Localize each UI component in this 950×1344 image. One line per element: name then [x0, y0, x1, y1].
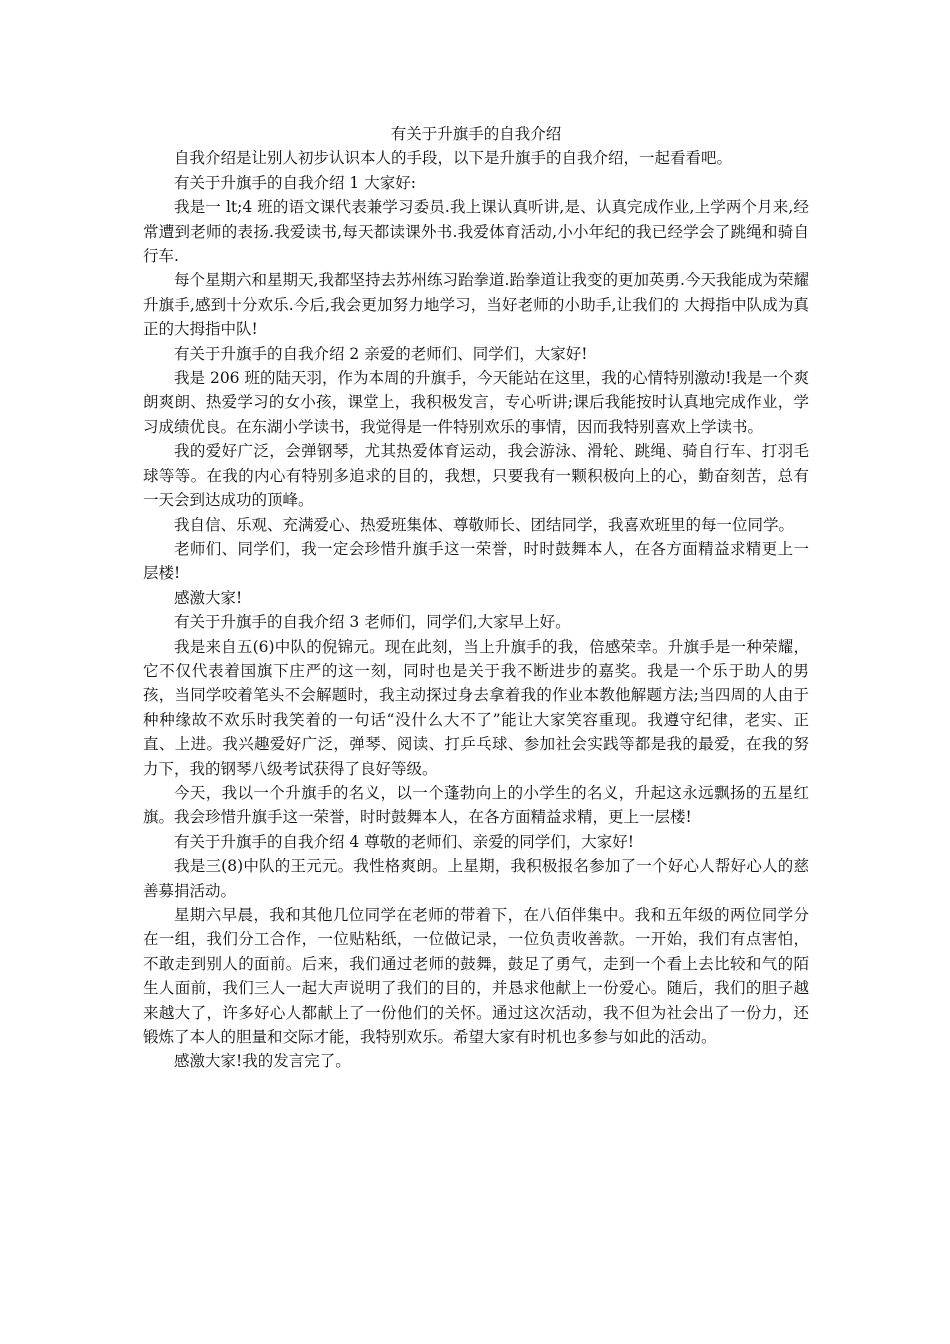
paragraph: 我是 206 班的陆天羽，作为本周的升旗手，今天能站在这里，我的心情特别激动!我是一个爽朗爽朗、热爱学习的女小孩，课堂上，我积极发言，专心听讲;课后我能按时认真地完成作业，学习成绩优良。在东湖小学读书，我觉得是一件特别欢乐的事情，因而我特别喜欢上学读书。 [143, 369, 809, 436]
paragraph: 老师们、同学们，我一定会珍惜升旗手这一荣誉，时时鼓舞本人，在各方面精益求精更上一层楼! [143, 539, 809, 583]
paragraph-intro: 自我介绍是让别人初步认识本人的手段，以下是升旗手的自我介绍，一起看看吧。 [174, 149, 733, 168]
paragraph: 每个星期六和星期天,我都坚持去苏州练习跆拳道.跆拳道让我变的更加英勇.今天我能成为荣耀升旗手,感到十分欢乐.今后,我会更加努力地学习，当好老师的小助手,让我们的 大拇指中队成为真正的大拇指中队! [143, 271, 809, 339]
paragraph: 我是一 lt;4 班的语文课代表兼学习委员.我上课认真听讲,是、认真完成作业,上学两个月来,经常遭到老师的表扬.我爱读书,每天都读课外书.我爱体育活动,小小年纪的我已经学会了跳绳和骑自行车. [143, 198, 809, 266]
paragraph: 今天，我以一个升旗手的名义，以一个蓬勃向上的小学生的名义，升起这永远飘扬的五星红旗。我会珍惜升旗手这一荣誉，时时鼓舞本人，在各方面精益求精，更上一层楼! [143, 783, 809, 827]
paragraph: 我自信、乐观、充满爱心、热爱班集体、尊敬师长、团结同学，我喜欢班里的每一位同学。 [174, 515, 795, 534]
paragraph-heading-2: 有关于升旗手的自我介绍 2 亲爱的老师们、同学们，大家好! [174, 344, 588, 363]
paragraph-heading-3: 有关于升旗手的自我介绍 3 老师们，同学们,大家早上好。 [174, 613, 571, 632]
paragraph-closing: 感激大家!我的发言完了。 [174, 1052, 351, 1071]
paragraph-heading-4: 有关于升旗手的自我介绍 4 尊敬的老师们、亲爱的同学们，大家好! [174, 832, 634, 851]
paragraph-heading-1: 有关于升旗手的自我介绍 1 大家好: [174, 173, 416, 192]
document-title: 有关于升旗手的自我介绍 [390, 125, 562, 143]
document-page [143, 122, 809, 1074]
paragraph: 我是来自五(6)中队的倪锦元。现在此刻，当上升旗手的我，倍感荣幸。升旗手是一种荣耀，它不仅代表着国旗下庄严的这一刻，同时也是关于我不断进步的嘉奖。我是一个乐于助人的男孩，当同学咬着笔头不会解题时，我主动探过身去拿着我的作业本教他解题方法;当四周的人由于种种缘故不欢乐时我笑着的一句话“没什么大不了”能让大家笑容重现。我遵守纪律，老实、正直、上进。我兴趣爱好广泛，弹琴、阅读、打乒乓球、参加社会实践等都是我的最爱，在我的努力下，我的钢琴八级考试获得了良好等级。 [143, 637, 809, 778]
paragraph: 星期六早晨，我和其他几位同学在老师的带着下，在八佰伴集中。我和五年级的两位同学分在一组，我们分工合作，一位贴粘纸，一位做记录，一位负责收善款。一开始，我们有点害怕，不敢走到别人的面前。后来，我们通过老师的鼓舞，鼓足了勇气，走到一个看上去比较和气的陌生人面前，我们三人一起大声说明了我们的目的，并恳求他献上一份爱心。随后，我们的胆子越来越大了，许多好心人都献上了一份他们的关怀。通过这次活动，我不但为社会出了一份力，还锻炼了本人的胆量和交际才能，我特别欢乐。希望大家有时机也多参与如此的活动。 [143, 906, 809, 1047]
paragraph: 我是三(8)中队的王元元。我性格爽朗。上星期，我积极报名参加了一个好心人帮好心人的慈善募捐活动。 [143, 857, 809, 900]
paragraph: 感激大家! [174, 588, 243, 607]
paragraph: 我的爱好广泛，会弹钢琴，尤其热爱体育运动，我会游泳、滑轮、跳绳、骑自行车、打羽毛球等等。在我的内心有特别多追求的目的，我想，只要我有一颗积极向上的心，勤奋刻苦，总有一天会到达成功的顶峰。 [143, 442, 809, 510]
